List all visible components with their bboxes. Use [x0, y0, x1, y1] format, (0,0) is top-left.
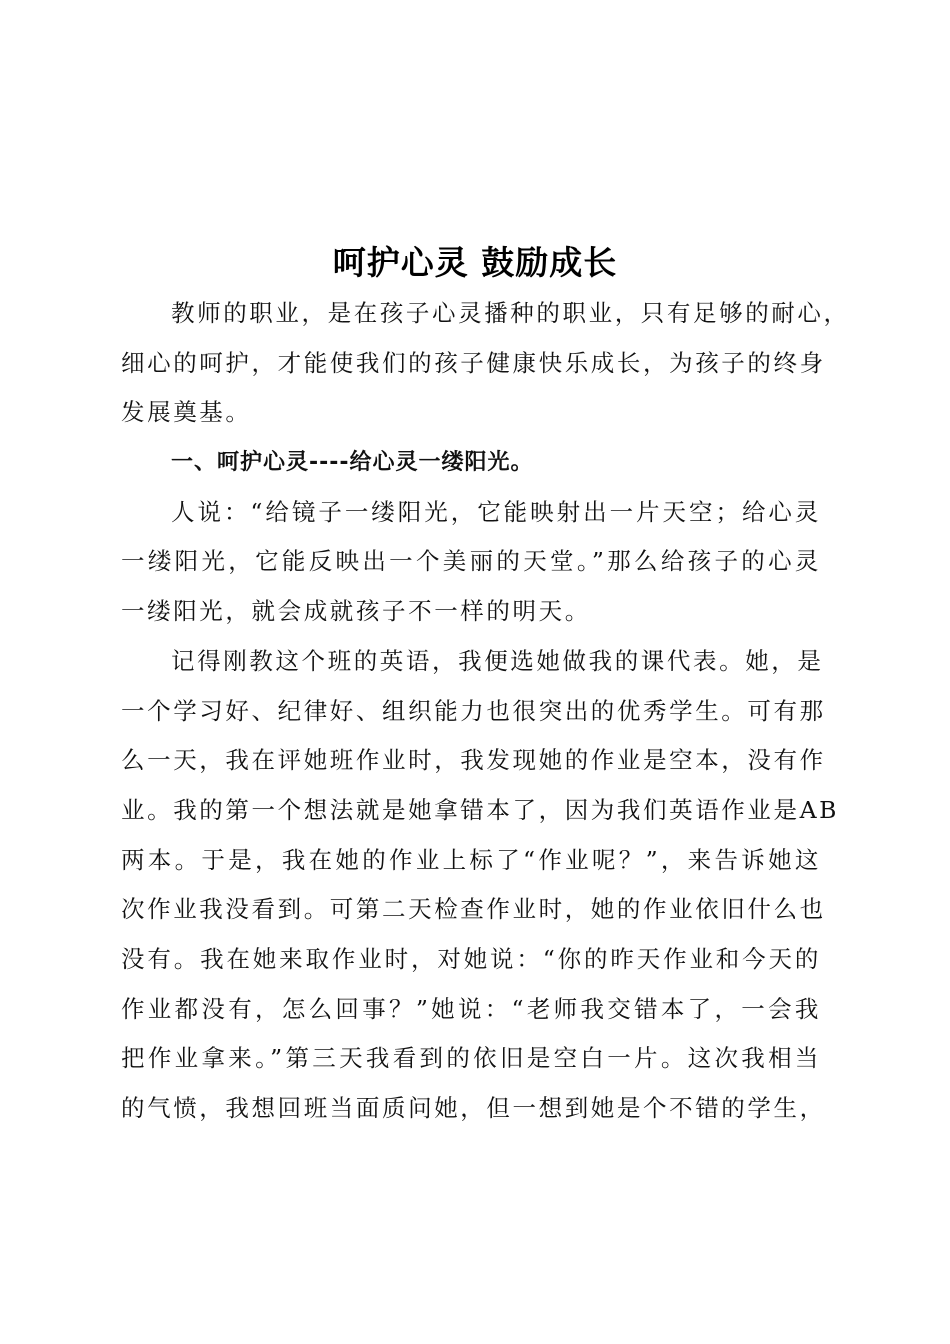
paragraph-line: 的气愤，我想回班当面质问她，但一想到她是个不错的学生， [121, 1094, 826, 1122]
paragraph-line: 一缕阳光，它能反映出一个美丽的天堂。”那么给孩子的心灵 [121, 547, 821, 576]
paragraph-line: 两本。于是，我在她的作业上标了“作业呢？”，来告诉她这 [121, 845, 821, 874]
paragraph-line: 一个学习好、纪律好、组织能力也很突出的优秀学生。可有那 [121, 696, 826, 725]
paragraph-line: 次作业我没看到。可第二天检查作业时，她的作业依旧什么也 [121, 895, 826, 924]
paragraph-line: 作业都没有，怎么回事？”她说：“老师我交错本了，一会我 [121, 994, 821, 1023]
paragraph-line: 细心的呵护，才能使我们的孩子健康快乐成长，为孩子的终身 [121, 348, 826, 377]
paragraph-line: 发展奠基。 [121, 398, 252, 427]
document-body [121, 289, 850, 1134]
paragraph-line: 人说：“给镜子一缕阳光，它能映射出一片天空；给心灵 [171, 497, 821, 526]
paragraph-line: 把作业拿来。”第三天我看到的依旧是空白一片。这次我相当 [121, 1044, 821, 1073]
paragraph-line: 教师的职业，是在孩子心灵播种的职业，只有足够的耐心， [171, 299, 850, 327]
section-heading: 一、呵护心灵----给心灵一缕阳光。 [171, 450, 534, 476]
paragraph-line: 么一天，我在评她班作业时，我发现她的作业是空本，没有作 [121, 746, 826, 775]
paragraph-line: 业。我的第一个想法就是她拿错本了，因为我们英语作业是AB [121, 795, 840, 824]
paragraph-line: 一缕阳光，就会成就孩子不一样的明天。 [121, 597, 591, 626]
paragraph-line: 没有。我在她来取作业时，对她说：“你的昨天作业和今天的 [121, 944, 821, 973]
paragraph-line: 记得刚教这个班的英语，我便选她做我的课代表。她，是 [171, 646, 824, 675]
document-title: 呵护心灵 鼓励成长 [332, 243, 618, 282]
